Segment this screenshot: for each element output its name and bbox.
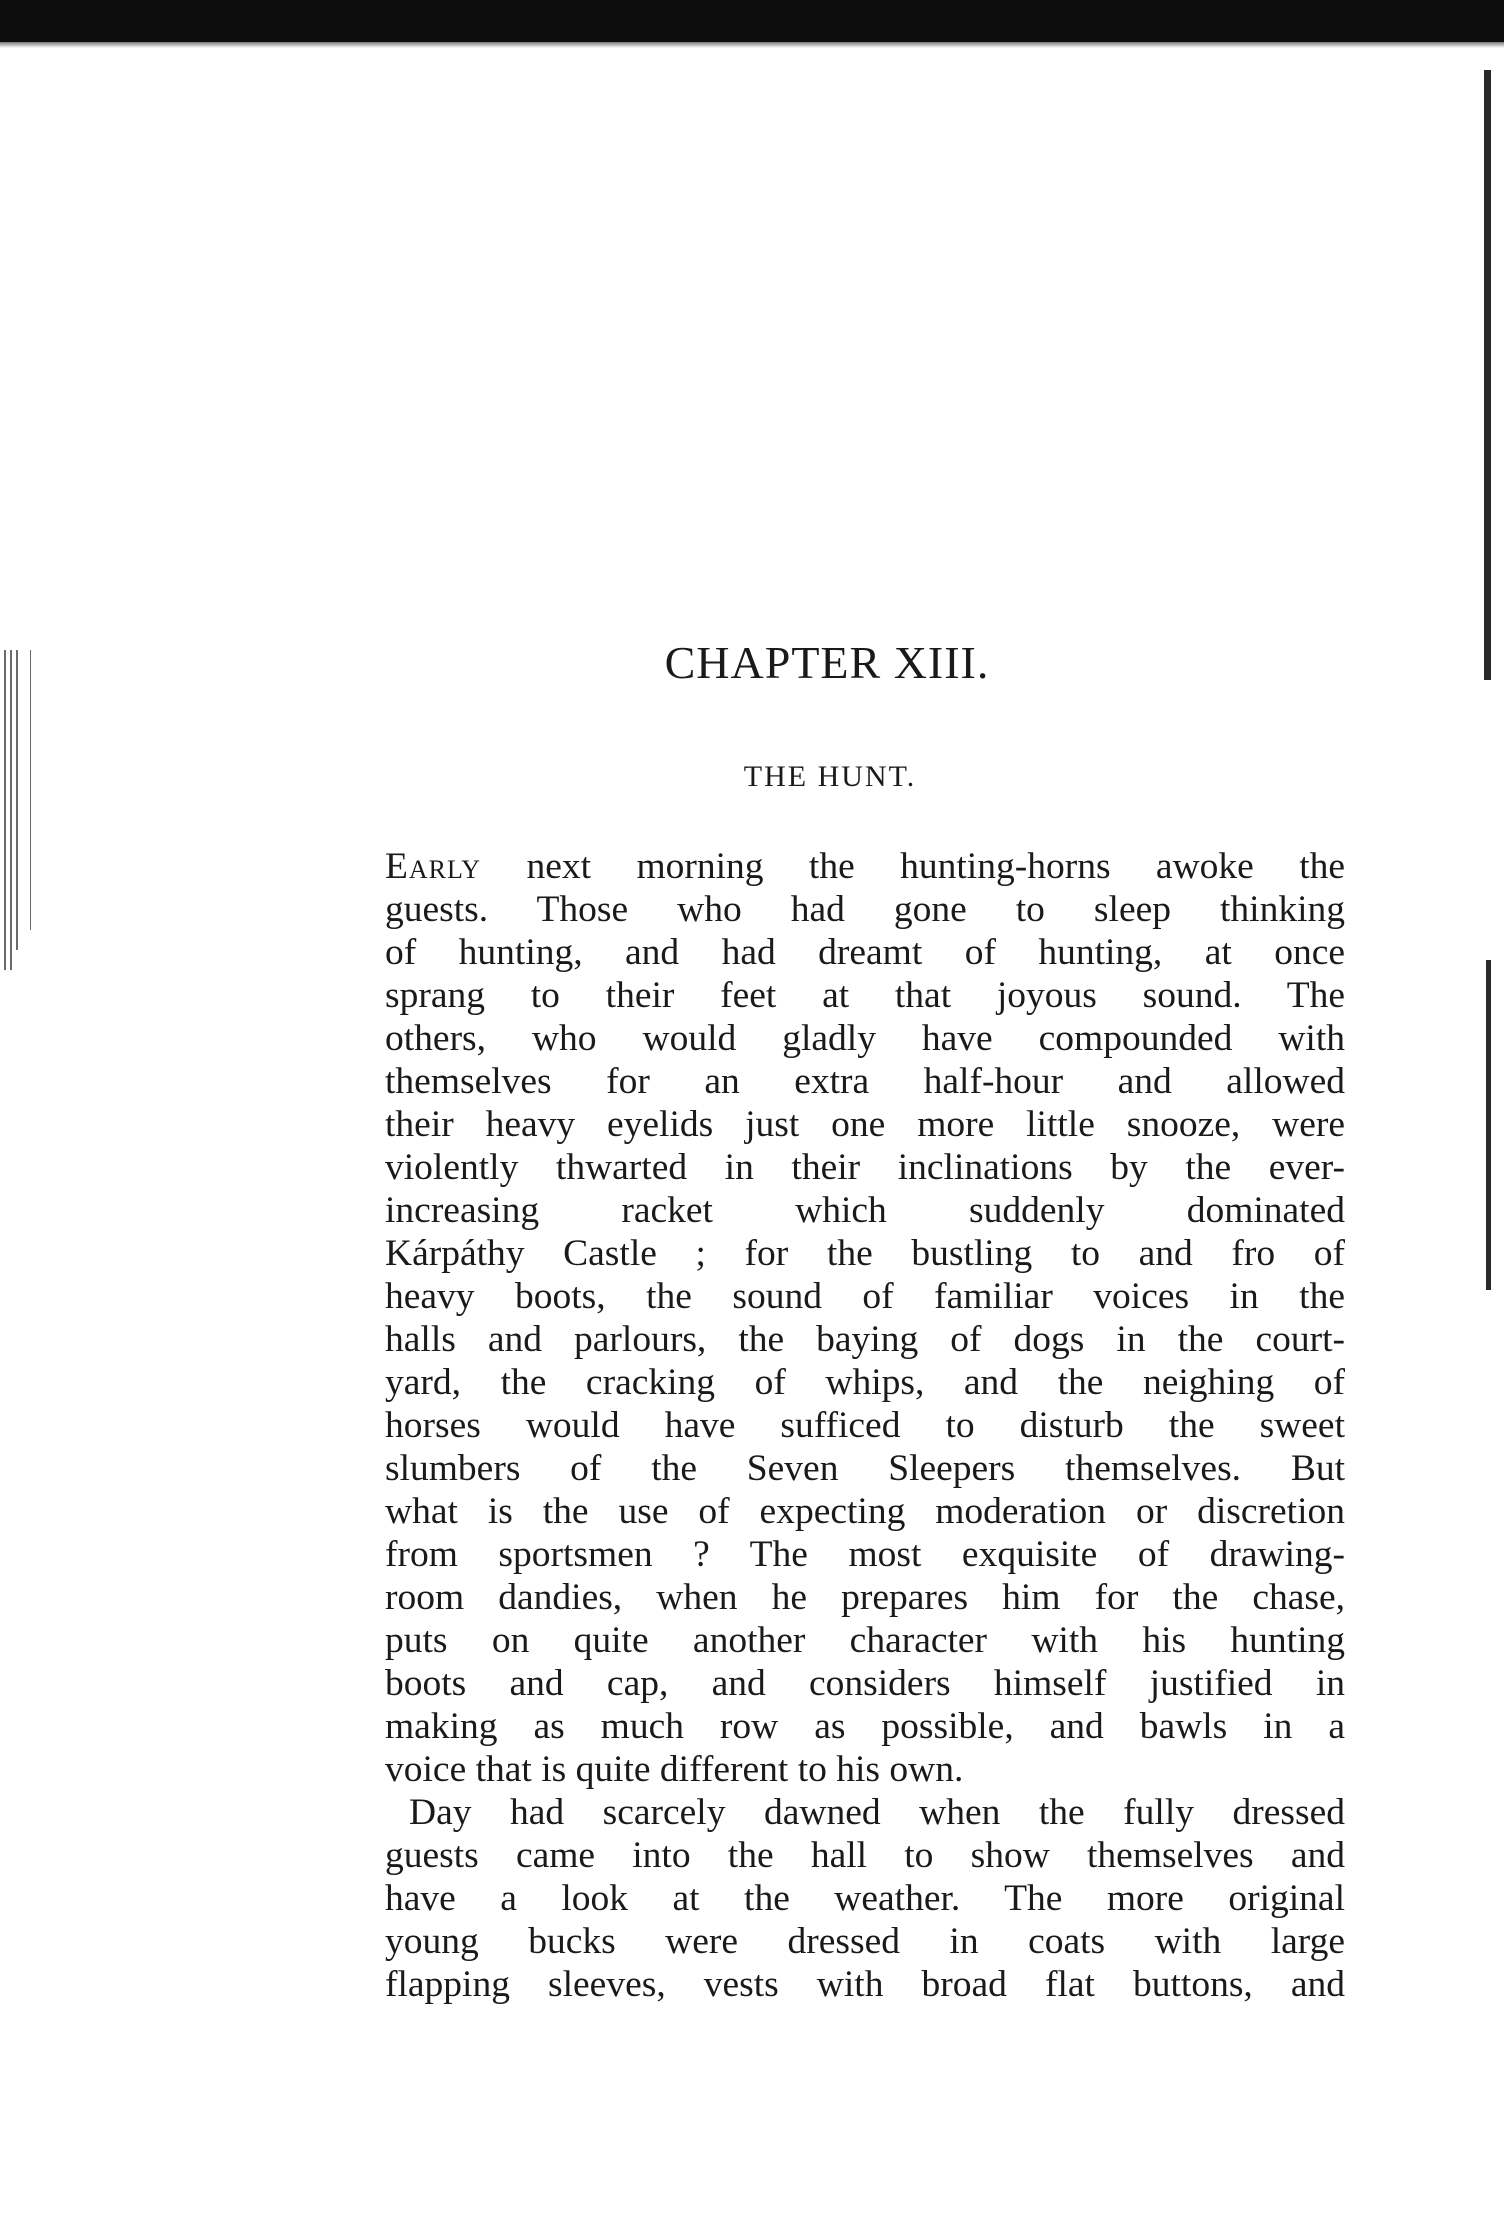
text-line: what is the use of expecting moderation or discretion	[385, 1491, 1345, 1532]
scan-top-shadow	[0, 42, 1504, 48]
text-line: from sportsmen ? The most exquisite of drawing-	[385, 1534, 1345, 1575]
text-line: making as much row as possible, and bawls in a	[385, 1706, 1345, 1747]
drop-word: Early	[385, 846, 482, 887]
text-line: flapping sleeves, vests with broad flat buttons, and	[385, 1964, 1345, 2005]
text-line: of hunting, and had dreamt of hunting, at once	[385, 932, 1345, 973]
body-text	[385, 845, 1345, 2006]
text-line: guests came into the hall to show themselves and	[385, 1835, 1345, 1876]
text-line: room dandies, when he prepares him for the chase,	[385, 1577, 1345, 1618]
text-line: have a look at the weather. The more original	[385, 1878, 1345, 1919]
text-line: slumbers of the Seven Sleepers themselves. But	[385, 1448, 1345, 1489]
text-line: Early next morning the hunting-horns awoke the	[385, 846, 1346, 887]
text-line: young bucks were dressed in coats with large	[385, 1921, 1345, 1962]
text-line: boots and cap, and considers himself justified in	[385, 1663, 1345, 1704]
text-line: violently thwarted in their inclinations by the ever-	[385, 1147, 1345, 1188]
text-line: voice that is quite different to his own.	[385, 1749, 964, 1790]
text-line: guests. Those who had gone to sleep thinking	[385, 889, 1345, 930]
text-line: others, who would gladly have compounded with	[385, 1018, 1345, 1059]
text-line: halls and parlours, the baying of dogs in the court-	[385, 1319, 1345, 1360]
text-line: their heavy eyelids just one more little snooze, were	[385, 1104, 1345, 1145]
scan-right-edge	[1484, 70, 1494, 1570]
scan-left-edge	[0, 650, 40, 970]
text-line: heavy boots, the sound of familiar voices in the	[385, 1276, 1345, 1317]
text-line: themselves for an extra half-hour and allowed	[385, 1061, 1345, 1102]
text-line: Kárpáthy Castle ; for the bustling to and fro of	[385, 1233, 1345, 1274]
text-line: yard, the cracking of whips, and the neighing of	[385, 1362, 1345, 1403]
text-line: sprang to their feet at that joyous sound. The	[385, 975, 1345, 1016]
scan-top-border	[0, 0, 1504, 42]
chapter-title: CHAPTER XIII.	[664, 637, 990, 688]
text-line: Day had scarcely dawned when the fully dressed	[409, 1792, 1345, 1833]
text-line: horses would have sufficed to disturb the sweet	[385, 1405, 1345, 1446]
text-line: increasing racket which suddenly dominated	[385, 1190, 1345, 1231]
text-line: puts on quite another character with his hunting	[385, 1620, 1345, 1661]
chapter-subtitle: THE HUNT.	[743, 760, 917, 793]
